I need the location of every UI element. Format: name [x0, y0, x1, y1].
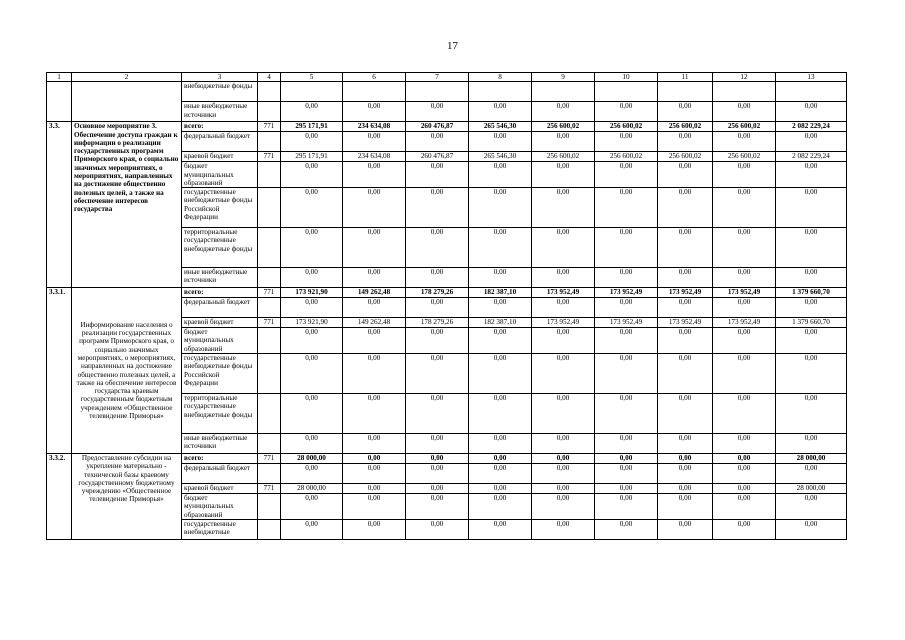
amount-cell: 0,00 — [343, 433, 406, 453]
source-cell: всего: — [182, 122, 258, 132]
amount-cell: 0,00 — [713, 132, 776, 152]
amount-cell: 182 387,10 — [469, 318, 532, 328]
amount-cell: 0,00 — [658, 453, 713, 463]
amount-cell: 256 600,02 — [658, 122, 713, 132]
amount-cell: 0,00 — [469, 463, 532, 483]
measure-title: Информирование населения о реализации государственных программ Приморского края, о социально значимых мероприятиях, о мероприятиях, направленных на достижение общественно полезных целей, а также на обеспечение интересов государства краевым государственным бюджетным учреждением «Общественное телевидение Приморья» — [72, 288, 182, 454]
header-cell: 2 — [72, 73, 182, 82]
amount-cell: 28 000,00 — [281, 453, 343, 463]
amount-cell: 0,00 — [343, 493, 406, 519]
amount-cell: 0,00 — [469, 268, 532, 288]
header-cell: 6 — [343, 73, 406, 82]
header-cell: 4 — [258, 73, 281, 82]
amount-cell: 0,00 — [658, 188, 713, 228]
amount-cell: 0,00 — [658, 433, 713, 453]
amount-cell: 0,00 — [532, 463, 595, 483]
header-row — [47, 73, 847, 82]
amount-cell: 0,00 — [776, 188, 847, 228]
amount-cell: 0,00 — [713, 493, 776, 519]
amount-cell: 234 634,08 — [343, 122, 406, 132]
amount-cell: 0,00 — [658, 463, 713, 483]
source-cell: внебюджетные фонды — [182, 82, 258, 102]
amount-cell: 0,00 — [281, 132, 343, 152]
amount-cell: 295 171,91 — [281, 152, 343, 162]
source-cell: федеральный бюджет — [182, 132, 258, 152]
grbs-code-cell: 771 — [258, 288, 281, 298]
amount-cell: 0,00 — [406, 328, 469, 354]
amount-cell: 0,00 — [658, 493, 713, 519]
amount-cell: 0,00 — [713, 463, 776, 483]
amount-cell: 0,00 — [281, 433, 343, 453]
amount-cell: 0,00 — [658, 162, 713, 188]
amount-cell: 0,00 — [281, 298, 343, 318]
amount-cell: 0,00 — [713, 519, 776, 539]
amount-cell: 0,00 — [281, 102, 343, 122]
header-cell: 5 — [281, 73, 343, 82]
amount-cell — [406, 82, 469, 102]
amount-cell: 0,00 — [532, 132, 595, 152]
amount-cell: 0,00 — [406, 188, 469, 228]
amount-cell: 1 379 660,70 — [776, 318, 847, 328]
table-row — [47, 453, 847, 463]
amount-cell: 0,00 — [281, 519, 343, 539]
amount-cell: 0,00 — [469, 393, 532, 433]
amount-cell: 0,00 — [469, 102, 532, 122]
amount-cell: 0,00 — [658, 519, 713, 539]
amount-cell: 0,00 — [469, 353, 532, 393]
source-cell: краевой бюджет — [182, 483, 258, 493]
amount-cell: 0,00 — [532, 162, 595, 188]
amount-cell: 0,00 — [595, 228, 658, 268]
amount-cell: 0,00 — [469, 328, 532, 354]
amount-cell: 0,00 — [532, 228, 595, 268]
amount-cell — [776, 82, 847, 102]
amount-cell: 0,00 — [532, 493, 595, 519]
grbs-code-cell — [258, 82, 281, 102]
amount-cell: 0,00 — [713, 188, 776, 228]
amount-cell: 0,00 — [343, 353, 406, 393]
amount-cell: 0,00 — [713, 433, 776, 453]
amount-cell: 0,00 — [658, 353, 713, 393]
amount-cell: 0,00 — [343, 268, 406, 288]
amount-cell: 0,00 — [343, 393, 406, 433]
amount-cell: 0,00 — [406, 162, 469, 188]
amount-cell: 256 600,02 — [713, 152, 776, 162]
source-cell: бюджет муниципальных образований — [182, 328, 258, 354]
source-cell: федеральный бюджет — [182, 463, 258, 483]
amount-cell: 0,00 — [658, 228, 713, 268]
header-cell: 8 — [469, 73, 532, 82]
amount-cell: 173 952,49 — [532, 288, 595, 298]
amount-cell: 0,00 — [713, 393, 776, 433]
amount-cell: 0,00 — [658, 132, 713, 152]
source-cell: иные внебюджетные источники — [182, 102, 258, 122]
header-cell: 10 — [595, 73, 658, 82]
amount-cell: 0,00 — [532, 102, 595, 122]
amount-cell: 0,00 — [776, 228, 847, 268]
table-row — [47, 122, 847, 132]
amount-cell: 0,00 — [776, 298, 847, 318]
measure-code: 3.3.2. — [47, 453, 72, 539]
amount-cell: 178 279,26 — [406, 318, 469, 328]
source-cell: иные внебюджетные источники — [182, 268, 258, 288]
source-cell: краевой бюджет — [182, 318, 258, 328]
amount-cell: 0,00 — [713, 268, 776, 288]
grbs-code-cell — [258, 433, 281, 453]
amount-cell: 0,00 — [281, 353, 343, 393]
amount-cell — [469, 82, 532, 102]
amount-cell: 173 952,49 — [713, 318, 776, 328]
amount-cell: 0,00 — [595, 483, 658, 493]
amount-cell: 0,00 — [595, 433, 658, 453]
amount-cell: 0,00 — [343, 519, 406, 539]
amount-cell: 0,00 — [406, 353, 469, 393]
source-cell: бюджет муниципальных образований — [182, 162, 258, 188]
amount-cell: 0,00 — [281, 463, 343, 483]
amount-cell: 0,00 — [595, 463, 658, 483]
amount-cell: 173 952,49 — [595, 288, 658, 298]
source-cell: иные внебюджетные источники — [182, 433, 258, 453]
amount-cell: 0,00 — [595, 493, 658, 519]
amount-cell: 0,00 — [595, 519, 658, 539]
amount-cell: 1 379 660,70 — [776, 288, 847, 298]
amount-cell: 0,00 — [406, 493, 469, 519]
amount-cell: 149 262,48 — [343, 288, 406, 298]
amount-cell: 0,00 — [776, 493, 847, 519]
amount-cell: 260 476,87 — [406, 122, 469, 132]
amount-cell: 28 000,00 — [776, 483, 847, 493]
amount-cell: 0,00 — [532, 453, 595, 463]
amount-cell: 173 952,49 — [713, 288, 776, 298]
amount-cell: 0,00 — [406, 298, 469, 318]
amount-cell: 0,00 — [343, 188, 406, 228]
amount-cell — [343, 82, 406, 102]
amount-cell: 0,00 — [532, 353, 595, 393]
header-cell: 9 — [532, 73, 595, 82]
grbs-code-cell — [258, 268, 281, 288]
amount-cell: 2 082 229,24 — [776, 122, 847, 132]
amount-cell: 0,00 — [658, 298, 713, 318]
amount-cell: 0,00 — [658, 102, 713, 122]
amount-cell: 28 000,00 — [281, 483, 343, 493]
amount-cell: 0,00 — [713, 353, 776, 393]
amount-cell: 0,00 — [532, 298, 595, 318]
header-cell: 7 — [406, 73, 469, 82]
header-cell: 3 — [182, 73, 258, 82]
amount-cell: 0,00 — [406, 132, 469, 152]
grbs-code-cell — [258, 228, 281, 268]
amount-cell: 0,00 — [281, 268, 343, 288]
source-cell: бюджет муниципальных образований — [182, 493, 258, 519]
amount-cell: 0,00 — [776, 353, 847, 393]
amount-cell: 0,00 — [469, 162, 532, 188]
amount-cell — [532, 82, 595, 102]
amount-cell: 0,00 — [406, 453, 469, 463]
amount-cell: 0,00 — [281, 228, 343, 268]
grbs-code-cell — [258, 493, 281, 519]
amount-cell: 256 600,02 — [595, 152, 658, 162]
amount-cell: 0,00 — [776, 102, 847, 122]
amount-cell: 2 082 229,24 — [776, 152, 847, 162]
amount-cell: 0,00 — [595, 162, 658, 188]
amount-cell: 0,00 — [776, 433, 847, 453]
amount-cell: 28 000,00 — [776, 453, 847, 463]
amount-cell: 182 387,10 — [469, 288, 532, 298]
source-cell: государственные внебюджетные — [182, 519, 258, 539]
amount-cell: 0,00 — [406, 393, 469, 433]
amount-cell: 173 952,49 — [658, 288, 713, 298]
amount-cell: 0,00 — [469, 132, 532, 152]
amount-cell: 0,00 — [469, 493, 532, 519]
amount-cell: 0,00 — [595, 188, 658, 228]
amount-cell: 256 600,02 — [532, 152, 595, 162]
amount-cell: 0,00 — [776, 132, 847, 152]
amount-cell: 0,00 — [469, 188, 532, 228]
amount-cell: 265 546,30 — [469, 152, 532, 162]
amount-cell: 0,00 — [469, 483, 532, 493]
amount-cell: 0,00 — [532, 268, 595, 288]
amount-cell: 0,00 — [776, 328, 847, 354]
grbs-code-cell — [258, 353, 281, 393]
amount-cell: 149 262,48 — [343, 318, 406, 328]
source-cell: всего: — [182, 453, 258, 463]
grbs-code-cell: 771 — [258, 122, 281, 132]
amount-cell: 0,00 — [532, 483, 595, 493]
amount-cell: 0,00 — [595, 393, 658, 433]
amount-cell: 0,00 — [532, 328, 595, 354]
amount-cell: 0,00 — [658, 393, 713, 433]
amount-cell: 0,00 — [595, 353, 658, 393]
amount-cell: 0,00 — [776, 162, 847, 188]
amount-cell: 256 600,02 — [713, 122, 776, 132]
amount-cell: 260 476,87 — [406, 152, 469, 162]
amount-cell: 0,00 — [343, 132, 406, 152]
amount-cell: 173 921,90 — [281, 288, 343, 298]
amount-cell: 0,00 — [343, 463, 406, 483]
amount-cell — [713, 82, 776, 102]
amount-cell: 0,00 — [281, 188, 343, 228]
amount-cell: 234 634,08 — [343, 152, 406, 162]
header-cell: 13 — [776, 73, 847, 82]
amount-cell: 0,00 — [343, 453, 406, 463]
amount-cell: 0,00 — [343, 162, 406, 188]
amount-cell: 0,00 — [713, 228, 776, 268]
table-row — [47, 288, 847, 298]
amount-cell: 0,00 — [343, 102, 406, 122]
amount-cell: 173 952,49 — [532, 318, 595, 328]
table-row — [47, 82, 847, 102]
amount-cell: 0,00 — [406, 268, 469, 288]
amount-cell: 0,00 — [713, 298, 776, 318]
amount-cell: 0,00 — [776, 519, 847, 539]
amount-cell: 173 952,49 — [658, 318, 713, 328]
amount-cell: 178 279,26 — [406, 288, 469, 298]
amount-cell: 0,00 — [713, 328, 776, 354]
amount-cell: 0,00 — [406, 519, 469, 539]
measure-title: Предоставление субсидии на укрепление материально - технической базы краевому государственному бюджетному учреждению «Общественное телевидение Приморья» — [72, 453, 182, 539]
source-cell: краевой бюджет — [182, 152, 258, 162]
amount-cell: 256 600,02 — [595, 122, 658, 132]
page-number: 17 — [447, 40, 458, 52]
header-cell: 12 — [713, 73, 776, 82]
amount-cell: 0,00 — [469, 298, 532, 318]
grbs-code-cell — [258, 393, 281, 433]
amount-cell: 0,00 — [595, 453, 658, 463]
amount-cell: 0,00 — [281, 328, 343, 354]
grbs-code-cell: 771 — [258, 318, 281, 328]
grbs-code-cell — [258, 162, 281, 188]
budget-table — [46, 72, 847, 540]
amount-cell: 0,00 — [595, 328, 658, 354]
amount-cell: 0,00 — [343, 298, 406, 318]
source-cell: всего: — [182, 288, 258, 298]
amount-cell: 0,00 — [776, 268, 847, 288]
title-cell — [72, 82, 182, 122]
header-cell: 11 — [658, 73, 713, 82]
amount-cell: 0,00 — [713, 162, 776, 188]
source-cell: территориальные государственные внебюджетные фонды — [182, 393, 258, 433]
amount-cell: 0,00 — [658, 483, 713, 493]
grbs-code-cell — [258, 132, 281, 152]
amount-cell: 0,00 — [469, 453, 532, 463]
amount-cell: 0,00 — [469, 519, 532, 539]
grbs-code-cell — [258, 102, 281, 122]
source-cell: государственные внебюджетные фонды Российской Федерации — [182, 353, 258, 393]
source-cell: территориальные государственные внебюджетные фонды — [182, 228, 258, 268]
amount-cell: 0,00 — [281, 393, 343, 433]
amount-cell: 0,00 — [469, 228, 532, 268]
measure-code: 3.3. — [47, 122, 72, 288]
grbs-code-cell — [258, 328, 281, 354]
amount-cell: 0,00 — [776, 463, 847, 483]
amount-cell: 173 952,49 — [595, 318, 658, 328]
amount-cell: 0,00 — [406, 228, 469, 268]
amount-cell: 0,00 — [406, 433, 469, 453]
amount-cell: 0,00 — [532, 519, 595, 539]
measure-title: Основное мероприятие 3. Обеспечение доступа граждан к информации о реализации государственных программ Приморского края, о социально значимых мероприятиях, о мероприятиях, направленных на достижение общественно полезных целей, а также на обеспечение интересов государства — [72, 122, 182, 288]
amount-cell: 265 546,30 — [469, 122, 532, 132]
amount-cell: 0,00 — [532, 433, 595, 453]
grbs-code-cell — [258, 298, 281, 318]
amount-cell: 0,00 — [713, 453, 776, 463]
amount-cell: 0,00 — [343, 483, 406, 493]
amount-cell: 0,00 — [595, 268, 658, 288]
grbs-code-cell — [258, 188, 281, 228]
grbs-code-cell — [258, 519, 281, 539]
amount-cell: 295 171,91 — [281, 122, 343, 132]
amount-cell: 0,00 — [343, 228, 406, 268]
amount-cell — [281, 82, 343, 102]
amount-cell: 0,00 — [658, 328, 713, 354]
amount-cell: 0,00 — [532, 393, 595, 433]
source-cell: государственные внебюджетные фонды Российской Федерации — [182, 188, 258, 228]
amount-cell: 0,00 — [469, 433, 532, 453]
amount-cell: 256 600,02 — [658, 152, 713, 162]
amount-cell: 0,00 — [406, 102, 469, 122]
amount-cell: 0,00 — [713, 483, 776, 493]
amount-cell: 0,00 — [532, 188, 595, 228]
amount-cell: 0,00 — [595, 132, 658, 152]
amount-cell: 0,00 — [776, 393, 847, 433]
amount-cell: 0,00 — [406, 483, 469, 493]
grbs-code-cell: 771 — [258, 152, 281, 162]
amount-cell: 0,00 — [281, 493, 343, 519]
grbs-code-cell — [258, 463, 281, 483]
grbs-code-cell: 771 — [258, 483, 281, 493]
amount-cell — [595, 82, 658, 102]
amount-cell: 0,00 — [713, 102, 776, 122]
grbs-code-cell: 771 — [258, 453, 281, 463]
amount-cell: 173 921,90 — [281, 318, 343, 328]
amount-cell: 0,00 — [595, 298, 658, 318]
amount-cell: 0,00 — [343, 328, 406, 354]
measure-code: 3.3.1. — [47, 288, 72, 454]
amount-cell: 0,00 — [595, 102, 658, 122]
code-cell — [47, 82, 72, 122]
header-cell: 1 — [47, 73, 72, 82]
amount-cell: 0,00 — [281, 162, 343, 188]
amount-cell: 256 600,02 — [532, 122, 595, 132]
amount-cell: 0,00 — [406, 463, 469, 483]
amount-cell — [658, 82, 713, 102]
amount-cell: 0,00 — [658, 268, 713, 288]
source-cell: федеральный бюджет — [182, 298, 258, 318]
